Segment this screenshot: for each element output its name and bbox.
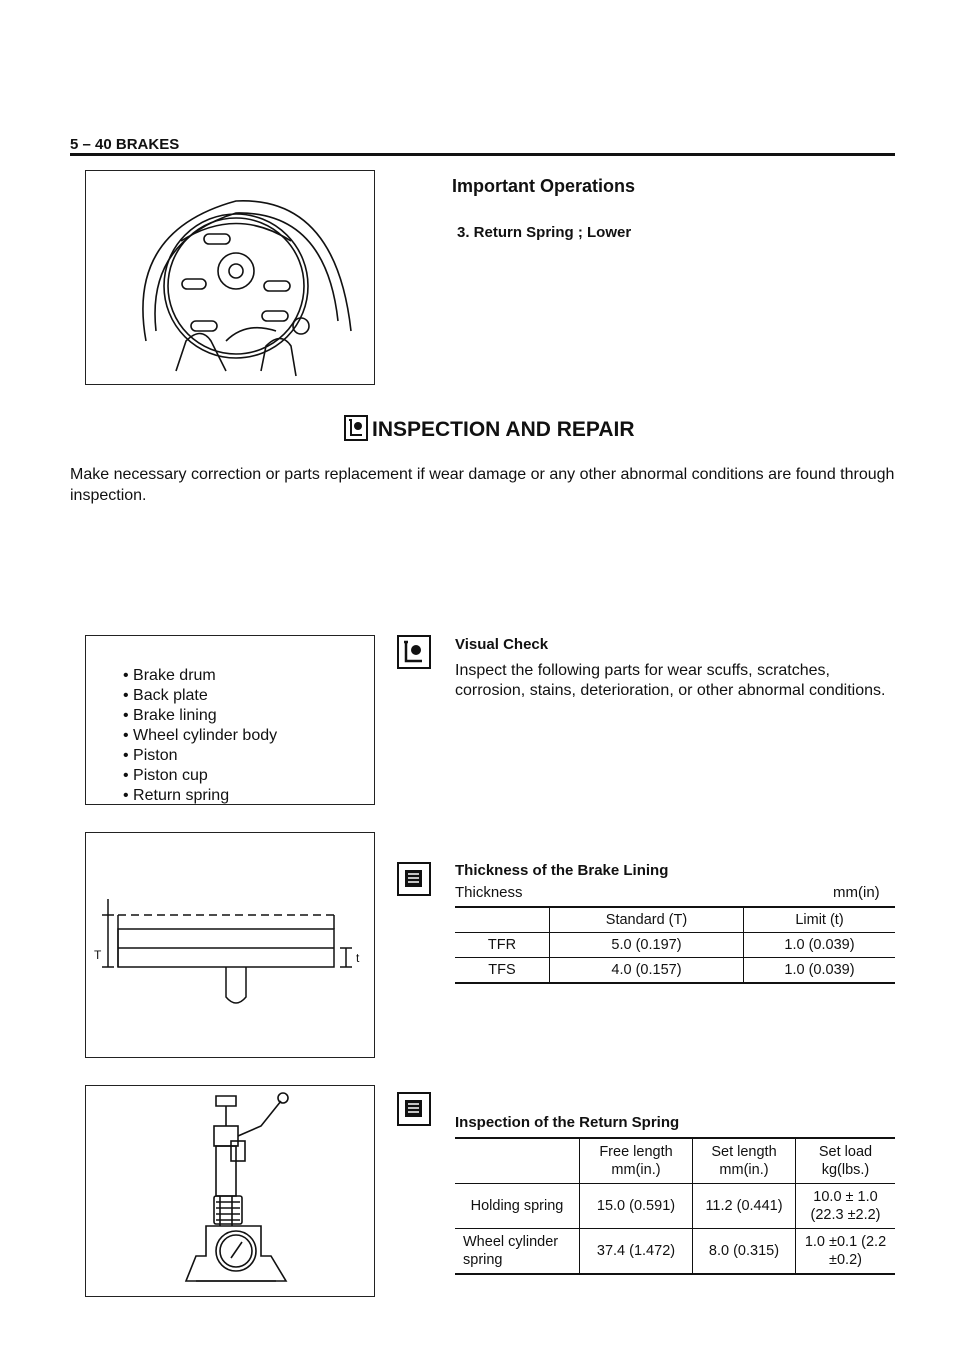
spring-spec-table: [455, 1137, 895, 1275]
list-item: • Wheel cylinder body: [123, 726, 277, 746]
inspection-glyph: [399, 637, 428, 666]
list-item: • Brake drum: [123, 666, 277, 686]
table-cell: 15.0 (0.591): [580, 1184, 693, 1229]
table-row: [455, 933, 895, 958]
caliper-glyph: [399, 1094, 428, 1123]
table-cell: 10.0 ± 1.0 (22.3 ±2.2): [796, 1184, 896, 1229]
lining-spec-table: [455, 906, 895, 984]
list-item: • Piston: [123, 746, 277, 766]
table-cell: TFR: [487, 937, 517, 953]
measure-icon: [397, 862, 431, 896]
table-cell: Set load kg(lbs.): [796, 1138, 896, 1184]
table-cell: 4.0 (0.157): [550, 958, 744, 984]
measure-icon: [397, 1092, 431, 1126]
inspection-title: INSPECTION AND REPAIR: [372, 418, 635, 441]
lining-thickness-drawing: [86, 833, 373, 1056]
lining-title: Thickness of the Brake Lining: [455, 862, 669, 879]
table-cell: 5.0 (0.197): [550, 933, 744, 958]
important-operations-title: Important Operations: [452, 176, 636, 196]
table-cell: Holding spring: [470, 1198, 564, 1214]
visual-check-text: Inspect the following parts for wear scuffs, scratches, corrosion, stains, deterioration, or other abnormal conditions.: [455, 662, 886, 699]
inspection-intro: Make necessary correction or parts replacement if wear damage or any other abnormal conditions are found through inspection.: [70, 466, 895, 504]
visual-check-icon: [397, 635, 431, 669]
page-header: 5 – 40 BRAKES: [70, 136, 180, 153]
table-row: [455, 1184, 895, 1229]
list-item: • Back plate: [123, 686, 277, 706]
list-item: • Brake lining: [123, 706, 277, 726]
table-cell: Limit (t): [744, 907, 896, 933]
table-header-row: [455, 907, 895, 933]
table-cell: 1.0 (0.039): [744, 933, 896, 958]
parts-list: [123, 666, 277, 806]
table-cell: [455, 1138, 580, 1184]
thickness-label: Thickness: [455, 884, 523, 901]
table-row: [455, 958, 895, 984]
table-cell: Set length mm(in.): [693, 1138, 796, 1184]
operation-step: 3. Return Spring ; Lower: [457, 224, 632, 241]
table-cell: 11.2 (0.441): [693, 1184, 796, 1229]
list-item: • Piston cup: [123, 766, 277, 786]
table-cell: 37.4 (1.472): [580, 1229, 693, 1275]
table-cell: TFS: [488, 962, 516, 978]
inspection-icon: [344, 415, 368, 441]
brake-assembly-drawing: [86, 171, 373, 383]
table-row: [455, 1229, 895, 1275]
spring-tester-figure: [85, 1085, 375, 1297]
table-header-row: [455, 1138, 895, 1184]
fig-label-t: t: [356, 951, 360, 965]
brake-assembly-figure: [85, 170, 375, 385]
table-cell: [455, 907, 550, 933]
unit-label: mm(in): [833, 884, 880, 901]
header-rule: [70, 153, 895, 156]
table-cell: 8.0 (0.315): [693, 1229, 796, 1275]
table-cell: Free length mm(in.): [580, 1138, 693, 1184]
table-cell: Standard (T): [550, 907, 744, 933]
inspection-glyph: [346, 417, 366, 438]
fig-label-T: T: [94, 948, 102, 962]
lining-thickness-figure: [85, 832, 375, 1058]
spring-tester-drawing: [86, 1086, 373, 1295]
visual-check-title: Visual Check: [455, 636, 549, 653]
table-cell: 1.0 ±0.1 (2.2 ±0.2): [796, 1229, 896, 1275]
caliper-glyph: [399, 864, 428, 893]
table-cell: 1.0 (0.039): [744, 958, 896, 984]
spring-title: Inspection of the Return Spring: [455, 1114, 680, 1131]
list-item: • Return spring: [123, 786, 277, 806]
table-cell: Wheel cylinder spring: [463, 1234, 559, 1268]
